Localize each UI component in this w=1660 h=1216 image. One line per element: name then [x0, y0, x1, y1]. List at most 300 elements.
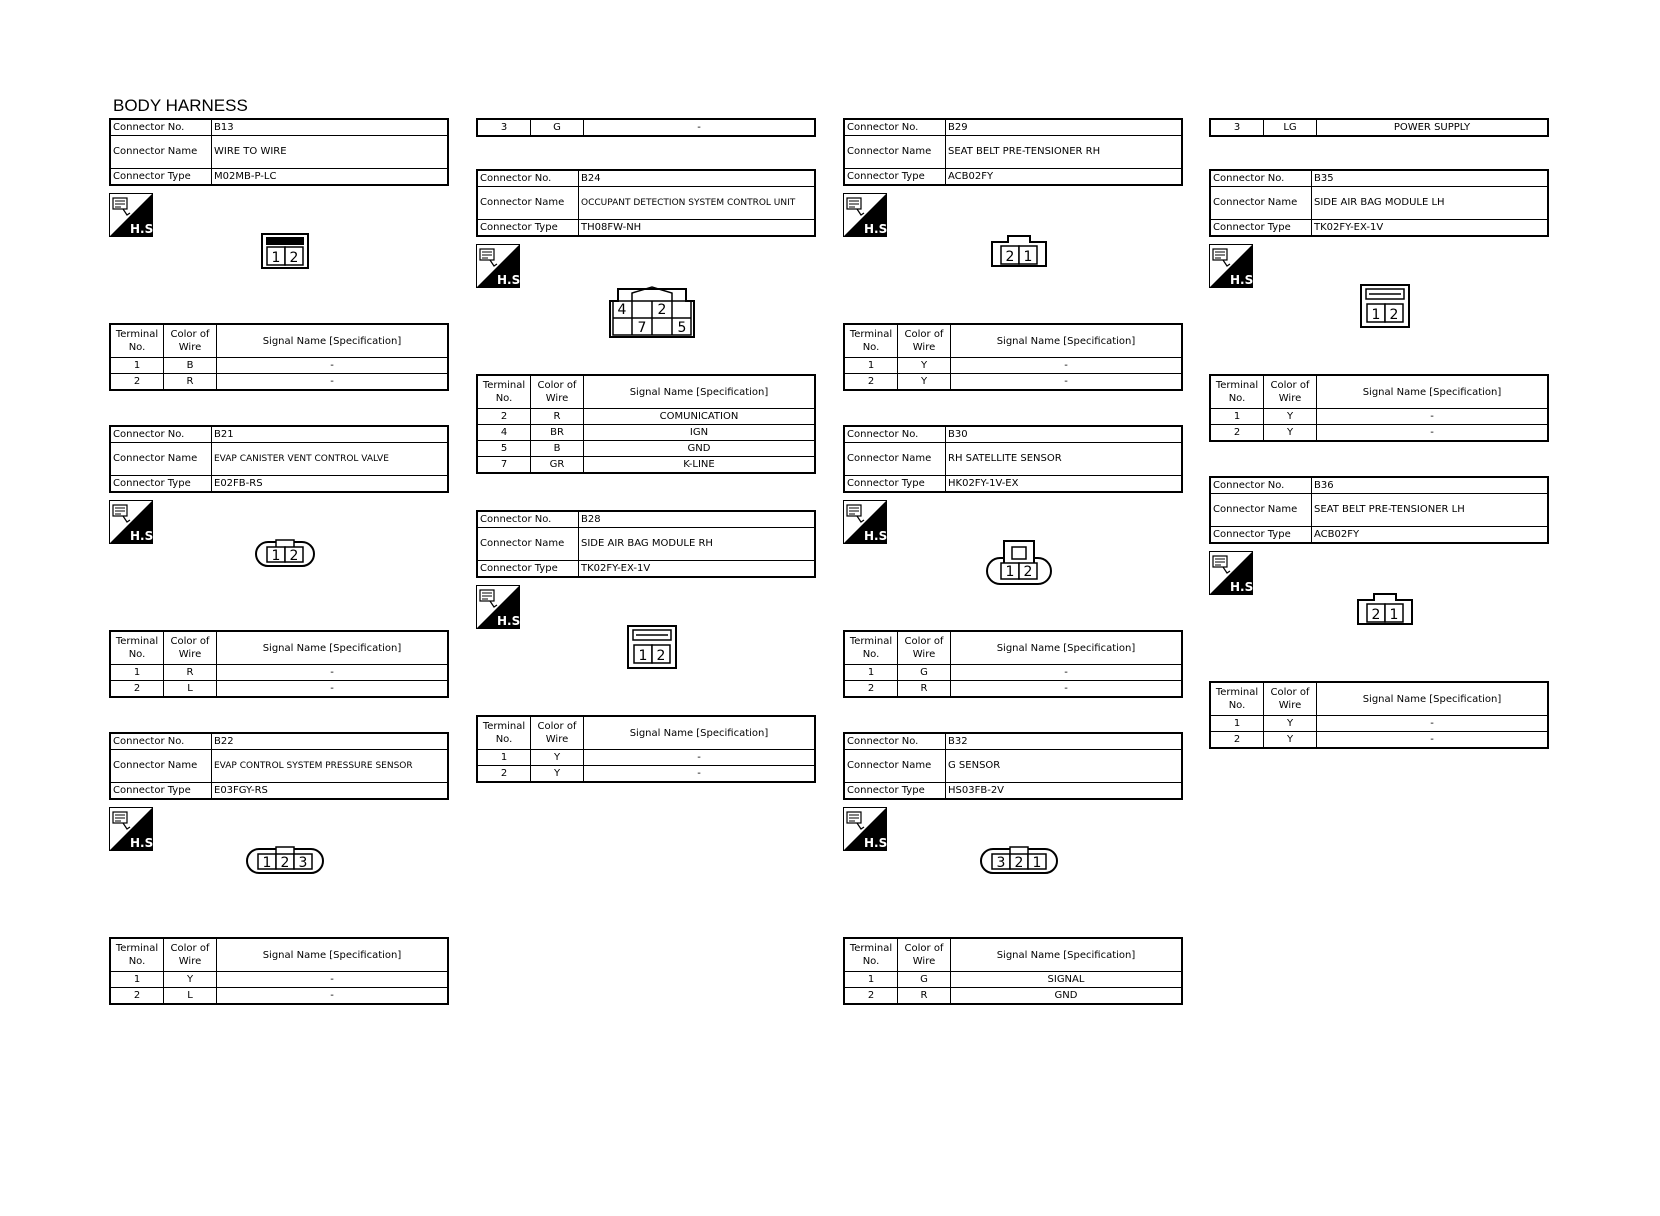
field-label: Connector Type — [477, 220, 579, 237]
connector-face-diagram — [991, 233, 1047, 267]
wire-color: R — [898, 988, 951, 1005]
terminal-row — [1210, 409, 1548, 425]
connector-type: M02MB-P-LC — [212, 169, 449, 186]
terminal-row — [1210, 732, 1548, 749]
terminal-row — [1210, 119, 1548, 136]
harness-side-icon — [476, 585, 525, 629]
terminal-row — [477, 119, 815, 136]
harness-side-icon — [1209, 551, 1258, 595]
wire-color: Y — [1264, 732, 1317, 749]
color-of-wire-header: Color of Wire — [531, 716, 584, 750]
connector-type: ACB02FY — [1312, 527, 1549, 544]
wire-color: Y — [531, 766, 584, 783]
terminal-table — [109, 323, 449, 391]
harness-side-icon — [109, 193, 158, 237]
terminal-grid — [843, 323, 1183, 391]
color-of-wire-header: Color of Wire — [898, 631, 951, 665]
terminal-no: 2 — [477, 766, 531, 783]
terminal-row — [477, 441, 815, 457]
signal-name-header: Signal Name [Specification] — [217, 631, 449, 665]
connector-name: G SENSOR — [946, 750, 1183, 783]
pin-number: 2 — [656, 648, 666, 664]
connector-number: B21 — [212, 426, 449, 443]
connector-info-table — [109, 732, 449, 800]
signal-name-header: Signal Name [Specification] — [951, 324, 1183, 358]
pin-number: 1 — [1371, 307, 1381, 323]
connector-info-row — [1210, 527, 1548, 544]
signal-name: - — [1317, 732, 1549, 749]
terminal-row — [844, 665, 1182, 681]
signal-name: - — [951, 374, 1183, 391]
wire-color: L — [164, 988, 217, 1005]
signal-name: - — [584, 119, 816, 136]
terminal-grid — [476, 118, 816, 137]
terminal-grid — [476, 374, 816, 474]
terminal-header-row — [1210, 682, 1548, 716]
pin-number: 5 — [677, 320, 687, 336]
terminal-row — [110, 374, 448, 391]
hs-label: H.S. — [130, 529, 158, 543]
connector-info-row — [844, 426, 1182, 443]
terminal-row — [477, 409, 815, 425]
terminal-table — [476, 715, 816, 783]
connector-info-table — [843, 732, 1183, 800]
terminal-no-header: Terminal No. — [110, 324, 164, 358]
signal-name: - — [1317, 409, 1549, 425]
pin-number: 1 — [1023, 249, 1033, 265]
field-label: Connector Name — [844, 750, 946, 783]
field-label: Connector No. — [844, 733, 946, 750]
connector-face-diagram — [986, 540, 1052, 586]
terminal-row — [844, 972, 1182, 988]
connector-info-table — [476, 169, 816, 237]
field-label: Connector Type — [844, 476, 946, 493]
signal-name: K-LINE — [584, 457, 816, 474]
pin-number: 2 — [1371, 607, 1381, 623]
pin-number: 3 — [298, 855, 308, 871]
connector-info-row — [110, 169, 448, 186]
terminal-no-header: Terminal No. — [110, 938, 164, 972]
connector-info-row — [1210, 494, 1548, 527]
pin-number: 2 — [280, 855, 290, 871]
connector-name: WIRE TO WIRE — [212, 136, 449, 169]
connector-info-row — [477, 511, 815, 528]
pin-number: 1 — [1005, 564, 1015, 580]
signal-name: - — [217, 374, 449, 391]
wire-color: B — [164, 358, 217, 374]
wire-color: Y — [898, 358, 951, 374]
field-label: Connector No. — [844, 119, 946, 136]
connector-type: TH08FW-NH — [579, 220, 816, 237]
terminal-table — [1209, 681, 1549, 749]
connector-face-diagram — [1357, 591, 1413, 625]
terminal-row — [844, 988, 1182, 1005]
connector-info-B35 — [1209, 169, 1549, 237]
connector-type: E03FGY-RS — [212, 783, 449, 800]
connector-info-table — [476, 510, 816, 578]
field-label: Connector Type — [110, 783, 212, 800]
field-label: Connector Type — [1210, 527, 1312, 544]
connector-info-row — [844, 119, 1182, 136]
color-of-wire-header: Color of Wire — [164, 938, 217, 972]
connector-type: HK02FY-1V-EX — [946, 476, 1183, 493]
terminal-grid — [109, 630, 449, 698]
signal-name: COMUNICATION — [584, 409, 816, 425]
connector-name: SEAT BELT PRE-TENSIONER RH — [946, 136, 1183, 169]
terminal-no: 1 — [844, 665, 898, 681]
signal-name-header: Signal Name [Specification] — [217, 324, 449, 358]
terminal-header-row — [844, 631, 1182, 665]
terminal-no: 2 — [110, 988, 164, 1005]
connector-info-B32 — [843, 732, 1183, 800]
field-label: Connector Type — [110, 476, 212, 493]
connector-face-diagram — [980, 847, 1058, 875]
pin-number: 1 — [271, 548, 281, 564]
harness-side-icon — [843, 500, 892, 544]
pin-number: 1 — [1032, 855, 1042, 871]
terminal-no: 1 — [1210, 716, 1264, 732]
field-label: Connector Name — [844, 136, 946, 169]
pin-number: 1 — [271, 250, 281, 266]
terminal-grid — [476, 715, 816, 783]
terminal-no-header: Terminal No. — [844, 324, 898, 358]
terminal-row — [844, 358, 1182, 374]
connector-info-B13 — [109, 118, 449, 186]
connector-info-row — [110, 119, 448, 136]
terminal-row — [110, 681, 448, 698]
connector-info-row — [844, 443, 1182, 476]
wire-color: B — [531, 441, 584, 457]
terminal-no: 3 — [1210, 119, 1264, 136]
connector-number: B29 — [946, 119, 1183, 136]
connector-info-table — [843, 425, 1183, 493]
connector-face-diagram — [1360, 284, 1410, 328]
terminal-no: 2 — [1210, 732, 1264, 749]
connector-info-row — [844, 783, 1182, 800]
terminal-header-row — [477, 716, 815, 750]
connector-name: EVAP CONTROL SYSTEM PRESSURE SENSOR — [212, 750, 449, 783]
terminal-header-row — [110, 631, 448, 665]
connector-type: HS03FB-2V — [946, 783, 1183, 800]
connector-number: B35 — [1312, 170, 1549, 187]
terminal-no-header: Terminal No. — [477, 716, 531, 750]
connector-info-row — [110, 443, 448, 476]
terminal-table — [843, 937, 1183, 1005]
connector-info-row — [844, 169, 1182, 186]
signal-name-header: Signal Name [Specification] — [584, 716, 816, 750]
terminal-no: 5 — [477, 441, 531, 457]
signal-name: - — [217, 358, 449, 374]
field-label: Connector Name — [844, 443, 946, 476]
connector-number: B36 — [1312, 477, 1549, 494]
harness-side-icon — [109, 807, 158, 851]
terminal-grid — [1209, 681, 1549, 749]
pin-number: 2 — [289, 250, 299, 266]
terminal-grid — [1209, 374, 1549, 442]
connector-info-B28 — [476, 510, 816, 578]
field-label: Connector Type — [477, 561, 579, 578]
terminal-row — [110, 358, 448, 374]
terminal-grid — [109, 937, 449, 1005]
connector-info-row — [110, 426, 448, 443]
signal-name-header: Signal Name [Specification] — [584, 375, 816, 409]
field-label: Connector No. — [477, 511, 579, 528]
signal-name: - — [217, 972, 449, 988]
field-label: Connector Type — [844, 169, 946, 186]
wire-color: Y — [1264, 425, 1317, 442]
connector-number: B32 — [946, 733, 1183, 750]
wire-color: R — [164, 374, 217, 391]
terminal-header-row — [844, 938, 1182, 972]
connector-info-row — [844, 750, 1182, 783]
pin-number: 3 — [996, 855, 1006, 871]
connector-info-row — [844, 136, 1182, 169]
connector-info-row — [110, 136, 448, 169]
terminal-header-row — [477, 375, 815, 409]
terminal-no: 2 — [844, 374, 898, 391]
connector-info-row — [844, 733, 1182, 750]
color-of-wire-header: Color of Wire — [531, 375, 584, 409]
connector-info-row — [844, 476, 1182, 493]
wire-color: R — [531, 409, 584, 425]
terminal-table — [843, 630, 1183, 698]
connector-info-B30 — [843, 425, 1183, 493]
terminal-no: 2 — [477, 409, 531, 425]
hs-label: H.S. — [864, 222, 892, 236]
hs-label: H.S. — [130, 222, 158, 236]
connector-info-row — [1210, 477, 1548, 494]
signal-name: - — [217, 988, 449, 1005]
pin-number: 1 — [1389, 607, 1399, 623]
pin-number: 1 — [262, 855, 272, 871]
signal-name-header: Signal Name [Specification] — [951, 938, 1183, 972]
terminal-no: 1 — [110, 665, 164, 681]
hs-label: H.S. — [130, 836, 158, 850]
connector-number: B28 — [579, 511, 816, 528]
pin-number: 2 — [1014, 855, 1024, 871]
wire-color: G — [531, 119, 584, 136]
terminal-row — [477, 457, 815, 474]
connector-info-row — [1210, 187, 1548, 220]
terminal-row — [110, 988, 448, 1005]
connector-face-diagram — [255, 540, 315, 568]
connector-name: SIDE AIR BAG MODULE LH — [1312, 187, 1549, 220]
field-label: Connector No. — [110, 119, 212, 136]
connector-type: TK02FY-EX-1V — [1312, 220, 1549, 237]
field-label: Connector Type — [844, 783, 946, 800]
terminal-no: 1 — [844, 358, 898, 374]
terminal-no: 1 — [110, 972, 164, 988]
wire-color: Y — [1264, 409, 1317, 425]
connector-info-table — [109, 118, 449, 186]
field-label: Connector No. — [110, 733, 212, 750]
connector-face-diagram — [246, 847, 324, 875]
page-title: BODY HARNESS — [113, 96, 248, 115]
field-label: Connector Name — [110, 136, 212, 169]
connector-info-table — [1209, 476, 1549, 544]
signal-name: GND — [951, 988, 1183, 1005]
signal-name: - — [951, 681, 1183, 698]
signal-name-header: Signal Name [Specification] — [217, 938, 449, 972]
wire-color: L — [164, 681, 217, 698]
connector-info-row — [477, 528, 815, 561]
terminal-row — [110, 972, 448, 988]
terminal-table — [843, 323, 1183, 391]
connector-info-B29 — [843, 118, 1183, 186]
terminal-no: 1 — [477, 750, 531, 766]
harness-side-icon — [1209, 244, 1258, 288]
connector-number: B13 — [212, 119, 449, 136]
signal-name: - — [951, 665, 1183, 681]
connector-info-row — [1210, 170, 1548, 187]
wire-color: G — [898, 972, 951, 988]
color-of-wire-header: Color of Wire — [1264, 375, 1317, 409]
connector-info-row — [477, 170, 815, 187]
field-label: Connector Name — [110, 750, 212, 783]
harness-side-icon — [109, 500, 158, 544]
terminal-grid — [843, 937, 1183, 1005]
terminal-no: 2 — [110, 681, 164, 698]
signal-name: IGN — [584, 425, 816, 441]
terminal-grid — [109, 323, 449, 391]
connector-info-row — [477, 220, 815, 237]
connector-number: B22 — [212, 733, 449, 750]
connector-info-table — [843, 118, 1183, 186]
connector-info-table — [109, 425, 449, 493]
connector-name: SIDE AIR BAG MODULE RH — [579, 528, 816, 561]
harness-side-icon — [843, 807, 892, 851]
field-label: Connector Name — [1210, 187, 1312, 220]
hs-label: H.S. — [1230, 273, 1258, 287]
terminal-no: 2 — [844, 988, 898, 1005]
connector-info-B21 — [109, 425, 449, 493]
field-label: Connector Type — [110, 169, 212, 186]
wire-color: LG — [1264, 119, 1317, 136]
connector-info-row — [477, 561, 815, 578]
signal-name: - — [217, 665, 449, 681]
color-of-wire-header: Color of Wire — [898, 324, 951, 358]
connector-info-row — [110, 733, 448, 750]
terminal-row — [1210, 425, 1548, 442]
terminal-header-row — [110, 938, 448, 972]
terminal-row — [110, 665, 448, 681]
field-label: Connector No. — [1210, 477, 1312, 494]
hs-label: H.S. — [497, 614, 525, 628]
connector-info-B22 — [109, 732, 449, 800]
connector-info-table — [1209, 169, 1549, 237]
color-of-wire-header: Color of Wire — [898, 938, 951, 972]
connector-info-row — [110, 750, 448, 783]
connector-name: EVAP CANISTER VENT CONTROL VALVE — [212, 443, 449, 476]
pin-number: 2 — [657, 302, 667, 318]
signal-name-header: Signal Name [Specification] — [1317, 682, 1549, 716]
harness-side-icon — [476, 244, 525, 288]
connector-type: E02FB-RS — [212, 476, 449, 493]
wire-color: BR — [531, 425, 584, 441]
color-of-wire-header: Color of Wire — [1264, 682, 1317, 716]
signal-name-header: Signal Name [Specification] — [951, 631, 1183, 665]
connector-type: ACB02FY — [946, 169, 1183, 186]
signal-name: - — [951, 358, 1183, 374]
connector-face-diagram — [261, 233, 309, 269]
terminal-row — [844, 374, 1182, 391]
hs-label: H.S. — [864, 836, 892, 850]
field-label: Connector Name — [1210, 494, 1312, 527]
pin-number: 2 — [289, 548, 299, 564]
signal-name: - — [584, 750, 816, 766]
signal-name: GND — [584, 441, 816, 457]
wire-color: G — [898, 665, 951, 681]
wire-color: GR — [531, 457, 584, 474]
pin-number: 7 — [637, 320, 647, 336]
pin-number: 2 — [1005, 249, 1015, 265]
pin-number: 1 — [638, 648, 648, 664]
signal-name: SIGNAL — [951, 972, 1183, 988]
terminal-no: 4 — [477, 425, 531, 441]
field-label: Connector No. — [844, 426, 946, 443]
pin-number: 4 — [617, 302, 627, 318]
signal-name: - — [1317, 425, 1549, 442]
connector-info-B24 — [476, 169, 816, 237]
terminal-row — [1210, 716, 1548, 732]
wire-color: Y — [164, 972, 217, 988]
terminal-no: 2 — [110, 374, 164, 391]
terminal-header-row — [110, 324, 448, 358]
terminal-no-header: Terminal No. — [1210, 375, 1264, 409]
terminal-row — [477, 766, 815, 783]
terminal-no: 1 — [110, 358, 164, 374]
terminal-no: 3 — [477, 119, 531, 136]
signal-name: - — [217, 681, 449, 698]
connector-name: RH SATELLITE SENSOR — [946, 443, 1183, 476]
signal-name: - — [584, 766, 816, 783]
wire-color: Y — [898, 374, 951, 391]
terminal-no-header: Terminal No. — [1210, 682, 1264, 716]
color-of-wire-header: Color of Wire — [164, 631, 217, 665]
wire-color: R — [898, 681, 951, 698]
terminal-no: 7 — [477, 457, 531, 474]
connector-info-row — [110, 476, 448, 493]
field-label: Connector Name — [477, 187, 579, 220]
hs-label: H.S. — [864, 529, 892, 543]
connector-number: B24 — [579, 170, 816, 187]
terminal-no-header: Terminal No. — [844, 631, 898, 665]
connector-name: OCCUPANT DETECTION SYSTEM CONTROL UNIT — [579, 187, 816, 220]
connector-info-row — [477, 187, 815, 220]
terminal-header-row — [844, 324, 1182, 358]
terminal-row — [477, 750, 815, 766]
harness-side-icon — [843, 193, 892, 237]
terminal-header-row — [1210, 375, 1548, 409]
terminal-no-header: Terminal No. — [844, 938, 898, 972]
field-label: Connector Type — [1210, 220, 1312, 237]
wire-color: Y — [531, 750, 584, 766]
terminal-table — [109, 630, 449, 698]
terminal-table — [476, 118, 816, 137]
terminal-no: 1 — [1210, 409, 1264, 425]
terminal-table — [1209, 118, 1549, 137]
terminal-table — [1209, 374, 1549, 442]
terminal-grid — [1209, 118, 1549, 137]
terminal-no: 1 — [844, 972, 898, 988]
connector-type: TK02FY-EX-1V — [579, 561, 816, 578]
field-label: Connector No. — [1210, 170, 1312, 187]
terminal-row — [477, 425, 815, 441]
connector-info-row — [1210, 220, 1548, 237]
connector-number: B30 — [946, 426, 1183, 443]
wire-color: Y — [1264, 716, 1317, 732]
terminal-table — [109, 937, 449, 1005]
